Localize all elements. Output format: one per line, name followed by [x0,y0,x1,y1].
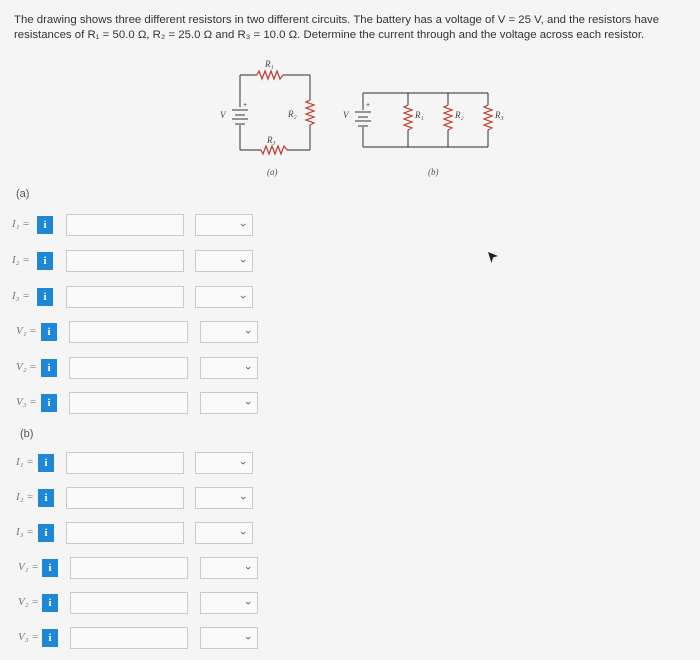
circuit-b-r2-label: R₂ [455,110,464,120]
chevron-down-icon: › [237,496,250,500]
chevron-down-icon: › [237,461,250,465]
info-icon[interactable]: i [41,323,57,341]
circuit-b-caption: (b) [428,167,439,177]
part_b-row-4 [0,557,700,581]
info-icon[interactable]: i [41,359,57,377]
circuit-b-battery-label: V [343,110,349,120]
part_b-row-label: I₂ = [16,491,34,503]
units-select[interactable] [200,627,258,649]
chevron-down-icon: › [237,531,250,535]
info-icon[interactable]: i [37,216,53,234]
answer-input[interactable] [69,357,188,379]
answer-input[interactable] [66,522,184,544]
circuit-b [355,93,492,147]
part_b-row-label: I₁ = [16,456,34,468]
part_b-row-3 [0,522,700,546]
part_a-row-label: I₁ = [12,218,30,230]
chevron-down-icon: › [242,330,255,334]
chevron-down-icon: › [242,636,255,640]
units-select[interactable] [195,452,253,474]
part_b-row-label: V₂ = [18,596,39,608]
part_b-row-5 [0,592,700,616]
chevron-down-icon: › [242,566,255,570]
units-select[interactable] [195,250,253,272]
info-icon[interactable]: i [42,559,58,577]
part_a-row-3 [0,286,700,310]
units-select[interactable] [200,357,258,379]
circuit-b-battery-plus: + [366,102,371,109]
circuit-diagram-svg [195,55,515,185]
part_b-row-1 [0,452,700,476]
units-select[interactable] [200,557,258,579]
part_a-row-4 [0,321,700,345]
part_a-row-label: I₂ = [12,254,30,266]
units-select[interactable] [200,392,258,414]
part_b-row-label: V₃ = [18,631,39,643]
units-select[interactable] [195,214,253,236]
part_a-row-5 [0,357,700,381]
chevron-down-icon: › [237,295,250,299]
answer-input[interactable] [66,250,184,272]
info-icon[interactable]: i [41,394,57,412]
answer-input[interactable] [66,487,184,509]
circuit-a-r2-label: R₂ [288,109,297,119]
units-select[interactable] [195,487,253,509]
circuit-a-battery-label: V [220,110,226,120]
answer-input[interactable] [70,557,188,579]
units-select[interactable] [195,286,253,308]
units-select[interactable] [195,522,253,544]
part_a-row-label: V₁ = [16,325,37,337]
chevron-down-icon: › [242,401,255,405]
problem-statement: The drawing shows three different resistors in two different circuits. The battery has a voltage of V = 25 V, and the resistors have resistances of R₁ = 50.0 Ω, R₂ = 25.0 Ω and R₃ = 10.0 Ω. Determine the current through and the voltage across each resistor. [14,14,660,41]
part_a-row-1 [0,214,700,238]
info-icon[interactable]: i [38,454,54,472]
circuit-a-r3-label: R₃ [267,135,276,145]
info-icon[interactable]: i [42,629,58,647]
answer-input[interactable] [69,321,188,343]
answer-input[interactable] [66,214,184,236]
part_b-row-2 [0,487,700,511]
answer-input[interactable] [66,452,184,474]
chevron-down-icon: › [242,366,255,370]
part-b-label: (b) [20,428,34,440]
answer-input[interactable] [66,286,184,308]
answer-input[interactable] [69,392,188,414]
circuit-b-r1-label: R₁ [415,110,424,120]
part_b-row-label: V₁ = [18,561,39,573]
info-icon[interactable]: i [37,252,53,270]
info-icon[interactable]: i [37,288,53,306]
info-icon[interactable]: i [42,594,58,612]
part_b-row-label: I₃ = [16,526,34,538]
circuit-a-battery-plus: + [243,102,248,109]
circuit-diagrams [195,55,515,185]
answer-input[interactable] [70,627,188,649]
part_a-row-label: I₃ = [12,290,30,302]
chevron-down-icon: › [242,601,255,605]
circuit-a-r1-label: R₁ [265,59,274,69]
answer-input[interactable] [70,592,188,614]
part_a-row-6 [0,392,700,416]
mouse-cursor-icon [487,251,499,265]
part-a-label: (a) [16,188,30,200]
info-icon[interactable]: i [38,524,54,542]
chevron-down-icon: › [237,223,250,227]
units-select[interactable] [200,592,258,614]
part_b-row-6 [0,627,700,651]
part_a-row-label: V₂ = [16,361,37,373]
chevron-down-icon: › [237,259,250,263]
units-select[interactable] [200,321,258,343]
info-icon[interactable]: i [38,489,54,507]
part_a-row-2 [0,250,700,274]
part_a-row-label: V₃ = [16,396,37,408]
circuit-b-r3-label: R₃ [495,110,504,120]
circuit-a-caption: (a) [267,167,278,177]
